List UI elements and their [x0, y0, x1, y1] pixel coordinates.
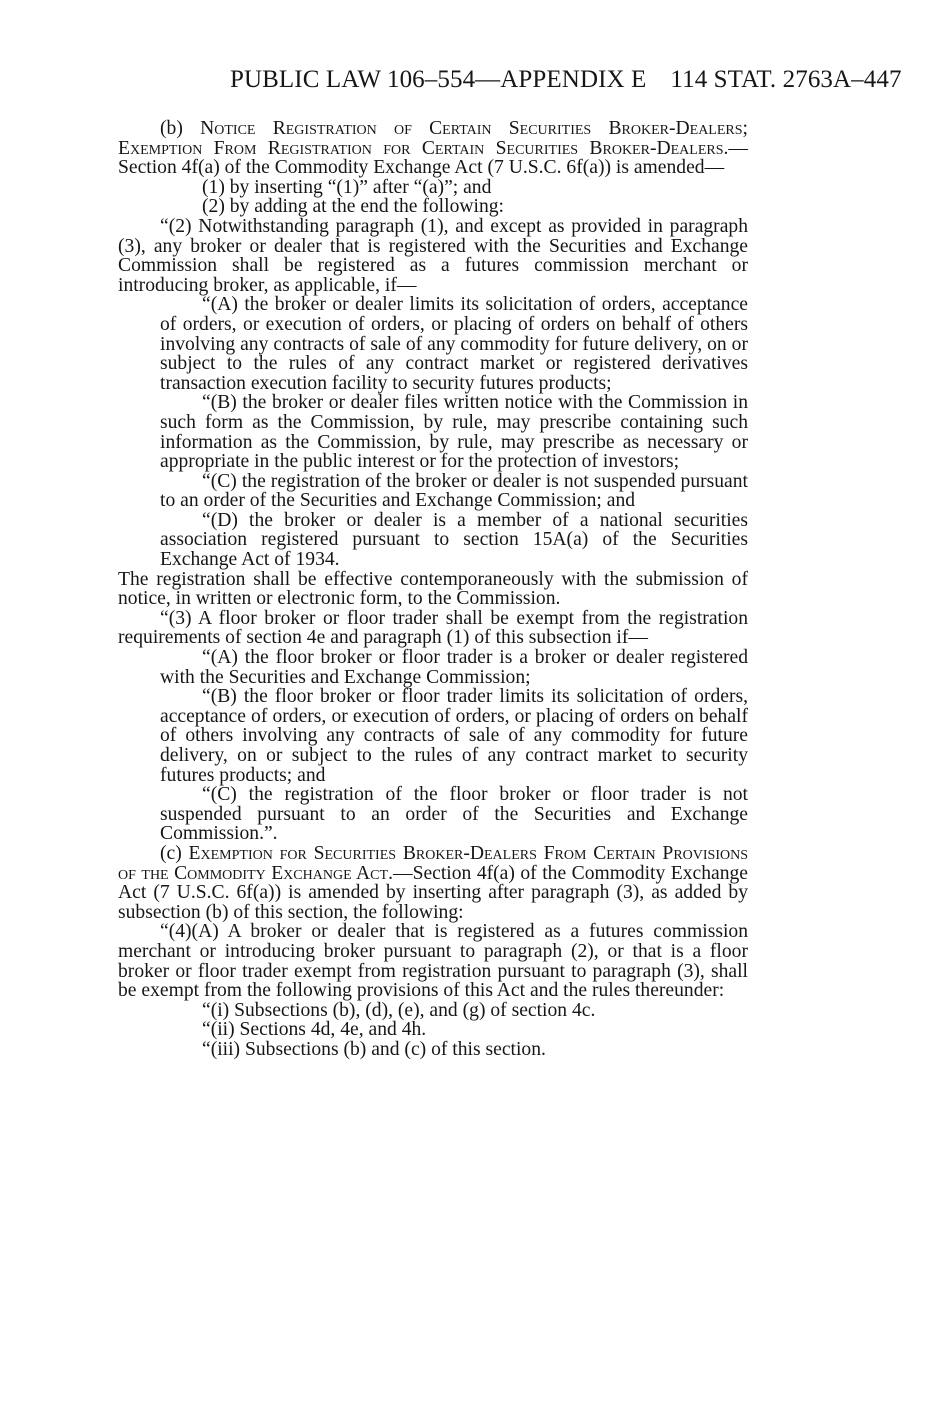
paragraph-3-B: “(B) the floor broker or floor trader limits its solicitation of orders, acceptance of orders, or execution of orders, or placing of orders on behalf of others involving any contracts of sale of any commodity for future delivery, on or subject to the rules of any contract market to security futures products; and — [160, 686, 748, 786]
paragraph-2-D: “(D) the broker or dealer is a member of a national securities association registered pursuant to section 15A(a) of the Securities Exchange Act of 1934. — [160, 509, 748, 571]
paragraph-2: “(2) Notwithstanding paragraph (1), and except as provided in paragraph (3), any broker or dealer that is registered with the Securities and Exchange Commission shall be registered as a futures commission merchant or introducing broker, as applicable, if— — [118, 215, 748, 296]
amendment-item-2: (2) by adding at the end the following: — [202, 196, 505, 218]
paragraph-4-A-iii: “(iii) Subsections (b) and (c) of this section. — [202, 1038, 546, 1060]
paragraph-3-C: “(C) the registration of the floor broker or floor trader is not suspended pursuant to an order of the Securities and Exchange Commission.”. — [160, 784, 748, 845]
paragraph-2-A: “(A) the broker or dealer limits its solicitation of orders, acceptance of orders, or execution of orders, or placing of orders on behalf of others involving any contracts of sale of any commodity for future delivery, on or subject to the rules of any contract market or registered derivatives transaction execution facility to security futures products; — [160, 294, 748, 394]
subsection-b-intro: —Section 4f(a) of the Commodity Exchange Act (7 U.S.C. 6f(a)) is amended— — [118, 137, 748, 179]
paragraph-2-C: “(C) the registration of the broker or dealer is not suspended pursuant to an order of the Securities and Exchange Commission; and — [160, 470, 748, 512]
subsection-c-label: (c) — [160, 842, 182, 864]
amendment-item-1: (1) by inserting “(1)” after “(a)”; and — [202, 176, 492, 198]
subsection-c-heading — [118, 844, 748, 922]
paragraph-2-B: “(B) the broker or dealer files written notice with the Commission in such form as the Commission, by rule, may prescribe containing such information as the Commission, by rule, may prescribe as necessary or appropriate in the public interest or for the protection of investors; — [160, 392, 748, 473]
paragraph-4-A: “(4)(A) A broker or dealer that is registered as a futures commission merchant or introducing broker pursuant to paragraph (2), or that is a floor broker or floor trader exempt from registration pursuant to paragraph (3), shall be exempt from the following provisions of this Act and the rules thereunder: — [118, 921, 748, 1002]
subsection-b-title: Notice Registration of Certain Securities Broker-Dealers; Exemption From Registration for Certain Securities Broker-Dealers. — [118, 118, 748, 159]
paragraph-4-A-ii: “(ii) Sections 4d, 4e, and 4h. — [202, 1019, 427, 1041]
header-law-title: PUBLIC LAW 106–554—APPENDIX E — [230, 66, 647, 93]
header-stat-citation: 114 STAT. 2763A–447 — [670, 66, 902, 93]
subsection-b-heading — [118, 119, 748, 178]
body-text — [118, 119, 748, 1060]
paragraph-3-A: “(A) the floor broker or floor trader is a broker or dealer registered with the Securities and Exchange Commission; — [160, 647, 748, 688]
running-header — [230, 66, 902, 94]
paragraph-4-A-i: “(i) Subsections (b), (d), (e), and (g) of section 4c. — [202, 999, 596, 1021]
subsection-c-title: Exemption for Securities Broker-Dealers From Certain Provisions of the Commodity Exchange Act. — [118, 842, 748, 884]
paragraph-3: “(3) A floor broker or floor trader shall be exempt from the registration requirements of section 4e and paragraph (1) of this subsection if— — [118, 607, 748, 649]
subsection-c-intro: —Section 4f(a) of the Commodity Exchange Act (7 U.S.C. 6f(a)) is amended by inserting after paragraph (3), as added by subsection (b) of this section, the following: — [118, 862, 748, 923]
paragraph-2-tail: The registration shall be effective contemporaneously with the submission of notice, in written or electronic form, to the Commission. — [118, 568, 748, 610]
subsection-b-label: (b) — [160, 118, 183, 139]
